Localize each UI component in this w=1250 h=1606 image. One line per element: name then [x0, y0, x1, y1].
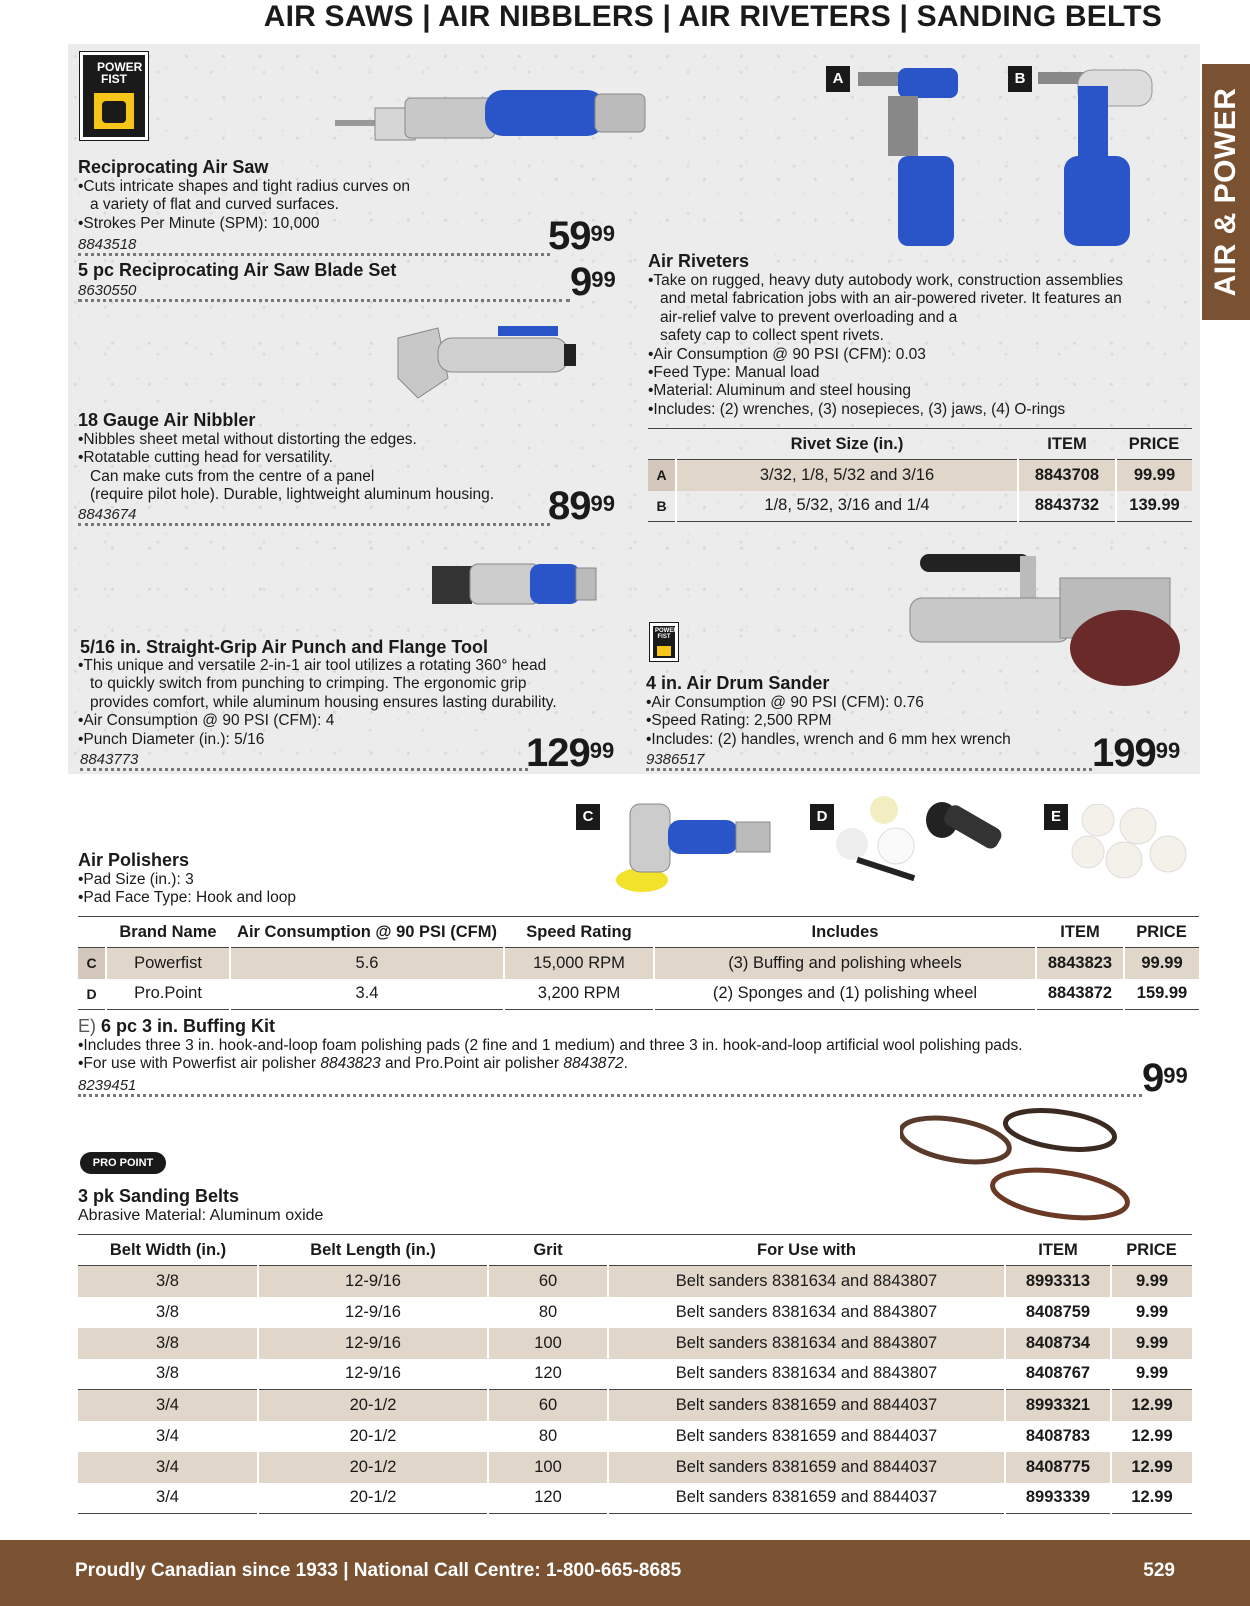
price-header: PRICE	[1126, 1240, 1177, 1259]
table-row[interactable]: 3/8 12-9/16 60 Belt sanders 8381634 and 8843807 8993313 9.99	[78, 1266, 1192, 1297]
grit-header: Grit	[533, 1240, 563, 1259]
table-row[interactable]: 3/8 12-9/16 100 Belt sanders 8381634 and 8843807 8408734 9.99	[78, 1328, 1192, 1359]
fist-icon	[92, 91, 136, 131]
polisher-d-tag: D	[810, 804, 834, 830]
buffing-kit-sku: 8239451	[78, 1077, 1142, 1097]
belts-title: 3 pk Sanding Belts	[78, 1186, 240, 1206]
item-header: ITEM	[1060, 922, 1100, 941]
sanding-belts-image	[900, 1104, 1160, 1230]
buffing-pads-image	[1068, 804, 1192, 884]
propoint-logo: PRO POINT	[80, 1152, 166, 1174]
blade-set-price: $9^{99}$	[570, 260, 616, 304]
drum-sander-price: $199^{99}$	[1092, 731, 1181, 775]
page-number: 529	[1143, 1560, 1175, 1581]
recip-saw-sku: 8843518	[78, 236, 550, 256]
air-punch-flange-tool-image	[430, 540, 610, 620]
page-footer	[0, 1540, 1250, 1606]
fist-icon	[655, 644, 673, 658]
riveter-b-tag: B	[1008, 66, 1032, 92]
price-header: PRICE	[1128, 434, 1180, 453]
price-header: PRICE	[1136, 922, 1187, 941]
blade-set-title: 5 pc Reciprocating Air Saw Blade Set	[78, 260, 397, 280]
polishers-title: Air Polishers	[78, 850, 190, 870]
table-row[interactable]: D Pro.Point 3.4 3,200 RPM (2) Sponges and (1) polishing wheel 8843872 159.99	[78, 979, 1199, 1010]
table-row[interactable]: B 1/8, 5/32, 3/16 and 1/4 8843732 139.99	[648, 491, 1192, 522]
drum-sander-title: 4 in. Air Drum Sander	[646, 673, 830, 693]
punch-title: 5/16 in. Straight-Grip Air Punch and Flange Tool	[80, 637, 489, 657]
nibbler-sku: 8843674	[78, 506, 550, 526]
table-row[interactable]: 3/8 12-9/16 80 Belt sanders 8381634 and 8843807 8408759 9.99	[78, 1297, 1192, 1328]
nibbler-title: 18 Gauge Air Nibbler	[78, 410, 256, 430]
powerfist-logo-text: POWER FIST	[97, 60, 143, 86]
nibbler-features: •Nibbles sheet metal without distorting the edges. •Rotatable cutting head for versatility. Can make cuts from the centre of a panel (require pilot hole). Durable, lightweight aluminum housing.	[78, 431, 495, 504]
section-side-tab-label: AIR & POWER	[1209, 87, 1242, 297]
brand-header: Brand Name	[119, 922, 217, 941]
section-side-tab[interactable]	[1202, 64, 1250, 320]
polisher-c-tag: C	[576, 804, 600, 830]
item-header: ITEM	[1047, 434, 1087, 453]
punch-features: •This unique and versatile 2-in-1 air tool utilizes a rotating 360° head to quickly switch from punching to crimping. The ergonomic grip provides comfort, while aluminum housing ensures lasting durability. •Air Consumption @ 90 PSI (CFM): 4 •Punch Diameter (in.): 5/16	[78, 657, 557, 748]
riveter-a-tag: A	[826, 66, 850, 92]
table-row[interactable]: 3/4 20-1/2 100 Belt sanders 8381659 and 8844037 8408775 12.99	[78, 1452, 1192, 1483]
buffing-kit-name: 6 pc 3 in. Buffing Kit	[101, 1016, 276, 1036]
powerfist-air-polisher-image	[612, 800, 782, 900]
item-header: ITEM	[1038, 1240, 1078, 1259]
table-row[interactable]: 3/4 20-1/2 80 Belt sanders 8381659 and 8844037 8408783 12.99	[78, 1421, 1192, 1452]
riveters-features: •Take on rugged, heavy duty autobody work, construction assemblies and metal fabrication jobs with an air-powered riveter. It features an air-relief valve to prevent overloading and a safety cap to collect spent rivets. •Air Consumption @ 90 PSI (CFM): 0.03 •Feed Type: Manual load •Material: Aluminum and steel housing •Includes: (2) wrenches, (3) nosepieces, (3) jaws, (4) O-rings	[648, 272, 1123, 418]
rivet-size-header: Rivet Size (in.)	[790, 434, 904, 453]
air-consumption-header: Air Consumption @ 90 PSI (CFM)	[237, 922, 497, 941]
table-row[interactable]: 3/4 20-1/2 120 Belt sanders 8381659 and 8844037 8993339 12.99	[78, 1483, 1192, 1514]
buffing-kit-title	[78, 1016, 275, 1037]
table-row[interactable]: A 3/32, 1/8, 5/32 and 3/16 8843708 99.99	[648, 460, 1192, 491]
riveters-title: Air Riveters	[648, 251, 750, 271]
recip-saw-title: Reciprocating Air Saw	[78, 157, 269, 177]
drum-sander-sku: 9386517	[646, 751, 1092, 771]
punch-sku: 8843773	[80, 751, 528, 771]
footer-text: Proudly Canadian since 1933 | National Call Centre: 1-800-665-8685	[75, 1560, 682, 1581]
propoint-air-polisher-image	[836, 796, 1016, 896]
table-row[interactable]: 3/8 12-9/16 120 Belt sanders 8381634 and 8843807 8408767 9.99	[78, 1359, 1192, 1390]
air-riveter-b-image	[1038, 66, 1158, 250]
page-title: AIR SAWS | AIR NIBBLERS | AIR RIVETERS | SANDING BELTS	[263, 0, 1162, 33]
air-nibbler-image	[388, 318, 588, 418]
powerfist-logo-small-text: POWER FIST	[655, 628, 678, 640]
belt-length-header: Belt Length (in.)	[310, 1240, 436, 1259]
belt-width-header: Belt Width (in.)	[109, 1240, 227, 1259]
nibbler-price: $89^{99}$	[548, 484, 615, 528]
polishers-features: •Pad Size (in.): 3 •Pad Face Type: Hook and loop	[78, 871, 296, 907]
air-drum-sander-image	[900, 548, 1190, 698]
polishers-table	[78, 916, 1199, 1010]
buffing-kit-price: $9^{99}$	[1142, 1056, 1188, 1100]
buffing-kit-letter: E)	[78, 1016, 96, 1036]
speed-header: Speed Rating	[526, 922, 632, 941]
riveters-table	[648, 428, 1192, 522]
for-use-with-header: For Use with	[756, 1240, 856, 1259]
reciprocating-air-saw-image	[335, 80, 655, 160]
blade-set-sku: 8630550	[78, 282, 570, 302]
buffing-kit-features: •Includes three 3 in. hook-and-loop foam polishing pads (2 fine and 1 medium) and three 3 in. hook-and-loop artificial wool polishing pads. •For use with Powerfist air polisher 8843823 and Pro.Point air polisher 8843872.	[78, 1037, 1023, 1073]
punch-price: $129^{99}$	[526, 731, 615, 775]
sanding-belts-table	[78, 1234, 1192, 1514]
air-riveter-a-image	[858, 66, 968, 250]
table-row[interactable]: 3/4 20-1/2 60 Belt sanders 8381659 and 8844037 8993321 12.99	[78, 1390, 1192, 1421]
belts-subtitle: Abrasive Material: Aluminum oxide	[78, 1207, 324, 1224]
drum-sander-features: •Air Consumption @ 90 PSI (CFM): 0.76 •Speed Rating: 2,500 RPM •Includes: (2) handles, wrench and 6 mm hex wrench	[646, 694, 1011, 748]
powerfist-logo	[80, 52, 148, 140]
powerfist-logo-small	[650, 623, 678, 661]
table-row[interactable]: C Powerfist 5.6 15,000 RPM (3) Buffing and polishing wheels 8843823 99.99	[78, 948, 1199, 979]
recip-saw-price: $59^{99}$	[548, 214, 615, 258]
recip-saw-features: •Cuts intricate shapes and tight radius curves on a variety of flat and curved surfaces. •Strokes Per Minute (SPM): 10,000	[78, 178, 410, 232]
includes-header: Includes	[811, 922, 879, 941]
buffing-kit-e-tag: E	[1044, 804, 1068, 830]
